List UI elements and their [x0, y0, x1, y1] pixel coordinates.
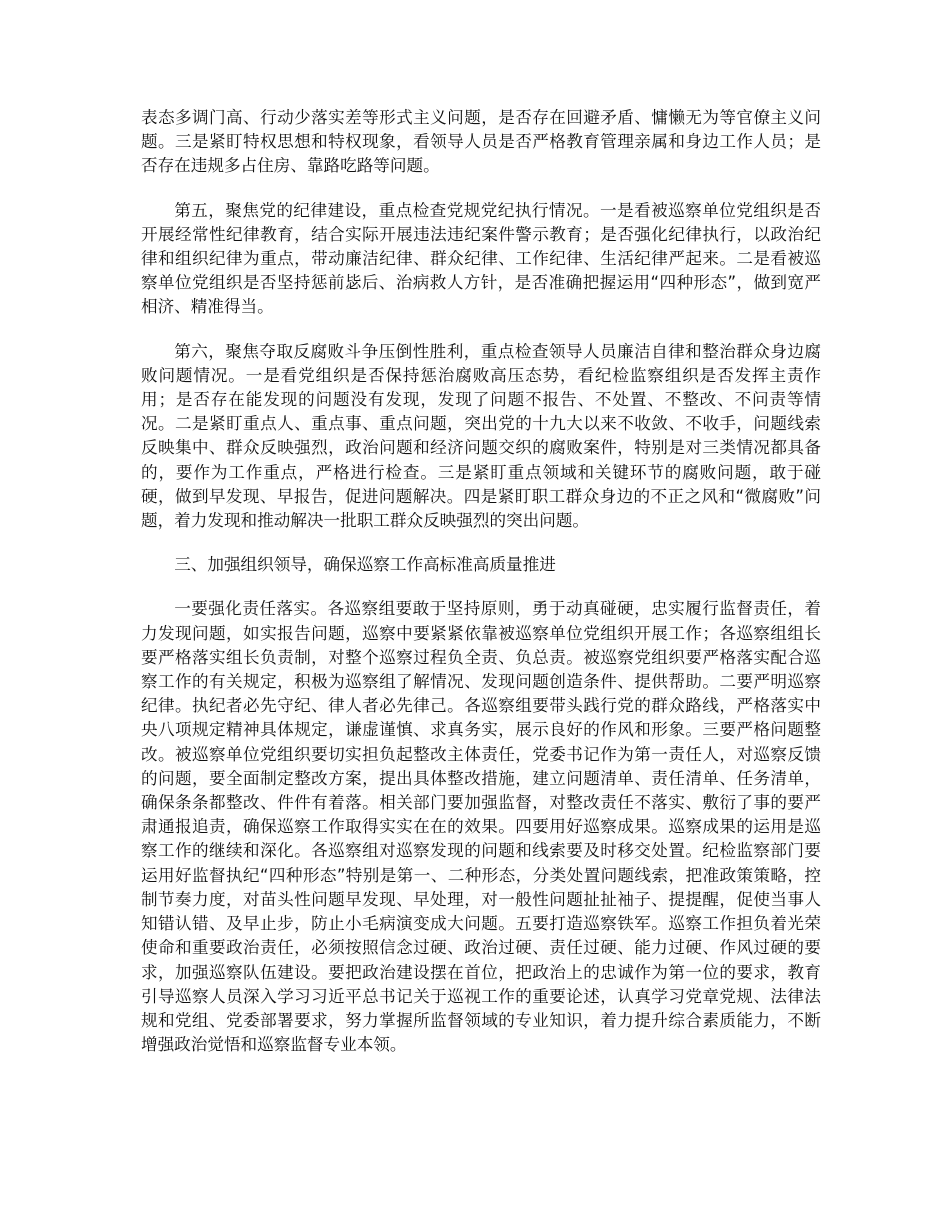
paragraph-fifth-point: 第五，聚焦党的纪律建设，重点检查党规党纪执行情况。一是看被巡察单位党组织是否开展经常性纪律教育，结合实际开展违法违纪案件警示教育；是否强化纪律执行，以政治纪律和组织纪律为重点，带动廉洁纪律、群众纪律、工作纪律、生活纪律严起来。二是看被巡察单位党组织是否坚持惩前毖后、治病救人方针，是否准确把握运用“四种形态”，做到宽严相济、精准得当。 — [141, 200, 821, 317]
document-page — [141, 106, 821, 1077]
paragraph-organizational-leadership: 一要强化责任落实。各巡察组要敢于坚持原则，勇于动真碰硬，忠实履行监督责任，着力发现问题，如实报告问题，巡察中要紧紧依靠被巡察单位党组织开展工作；各巡察组组长要严格落实组长负责制，对整个巡察过程负全责、负总责。被巡察党组织要严格落实配合巡察工作的有关规定，积极为巡察组了解情况、发现问题创造条件、提供帮助。二要严明巡察纪律。执纪者必先守纪、律人者必先律己。各巡察组要带头践行党的群众路线，严格落实中央八项规定精神具体规定，谦虚谨慎、求真务实，展示良好的作风和形象。三要严格问题整改。被巡察单位党组织要切实担负起整改主体责任，党委书记作为第一责任人，对巡察反馈的问题，要全面制定整改方案，提出具体整改措施，建立问题清单、责任清单、任务清单，确保条条都整改、件件有着落。相关部门要加强监督，对整改责任不落实、敷衍了事的要严肃通报追责，确保巡察工作取得实实在在的效果。四要用好巡察成果。巡察成果的运用是巡察工作的继续和深化。各巡察组对巡察发现的问题和线索要及时移交处置。纪检监察部门要运用好监督执纪“四种形态”特别是第一、二种形态，分类处置问题线索，把准政策策略，控制节奏力度，对苗头性问题早发现、早处理，对一般性问题扯扯袖子、提提醒，促使当事人知错认错、及早止步，防止小毛病演变成大问题。五要打造巡察铁军。巡察工作担负着光荣使命和重要政治责任，必须按照信念过硬、政治过硬、责任过硬、能力过硬、作风过硬的要求，加强巡察队伍建设。要把政治建设摆在首位，把政治上的忠诚作为第一位的要求，教育引导巡察人员深入学习习近平总书记关于巡视工作的重要论述，认真学习党章党规、法律法规和党组、党委部署要求，努力掌握所监督领域的专业知识，着力提升综合素质能力，不断增强政治觉悟和巡察监督专业本领。 — [141, 599, 821, 1055]
paragraph-sixth-point: 第六，聚焦夺取反腐败斗争压倒性胜利，重点检查领导人员廉洁自律和整治群众身边腐败问题情况。一是看党组织是否保持惩治腐败高压态势，看纪检监察组织是否发挥主责作用；是否存在能发现的问题没有发现，发现了问题不报告、不处置、不整改、不问责等情况。二是紧盯重点人、重点事、重点问题，突出党的十九大以来不收敛、不收手，问题线索反映集中、群众反映强烈，政治问题和经济问题交织的腐败案件，特别是对三类情况都具备的，要作为工作重点，严格进行检查。三是紧盯重点领域和关键环节的腐败问题，敢于碰硬，做到早发现、早报告，促进问题解决。四是紧盯职工群众身边的不正之风和“微腐败”问题，着力发现和推动解决一批职工群众反映强烈的突出问题。 — [141, 341, 821, 531]
paragraph-continued: 表态多调门高、行动少落实差等形式主义问题，是否存在回避矛盾、慵懒无为等官僚主义问题。三是紧盯特权思想和特权现象，看领导人员是否严格教育管理亲属和身边工作人员；是否存在违规多占住房、靠路吃路等问题。 — [141, 108, 821, 176]
section-heading: 三、加强组织领导，确保巡察工作高标准高质量推进 — [174, 555, 556, 575]
